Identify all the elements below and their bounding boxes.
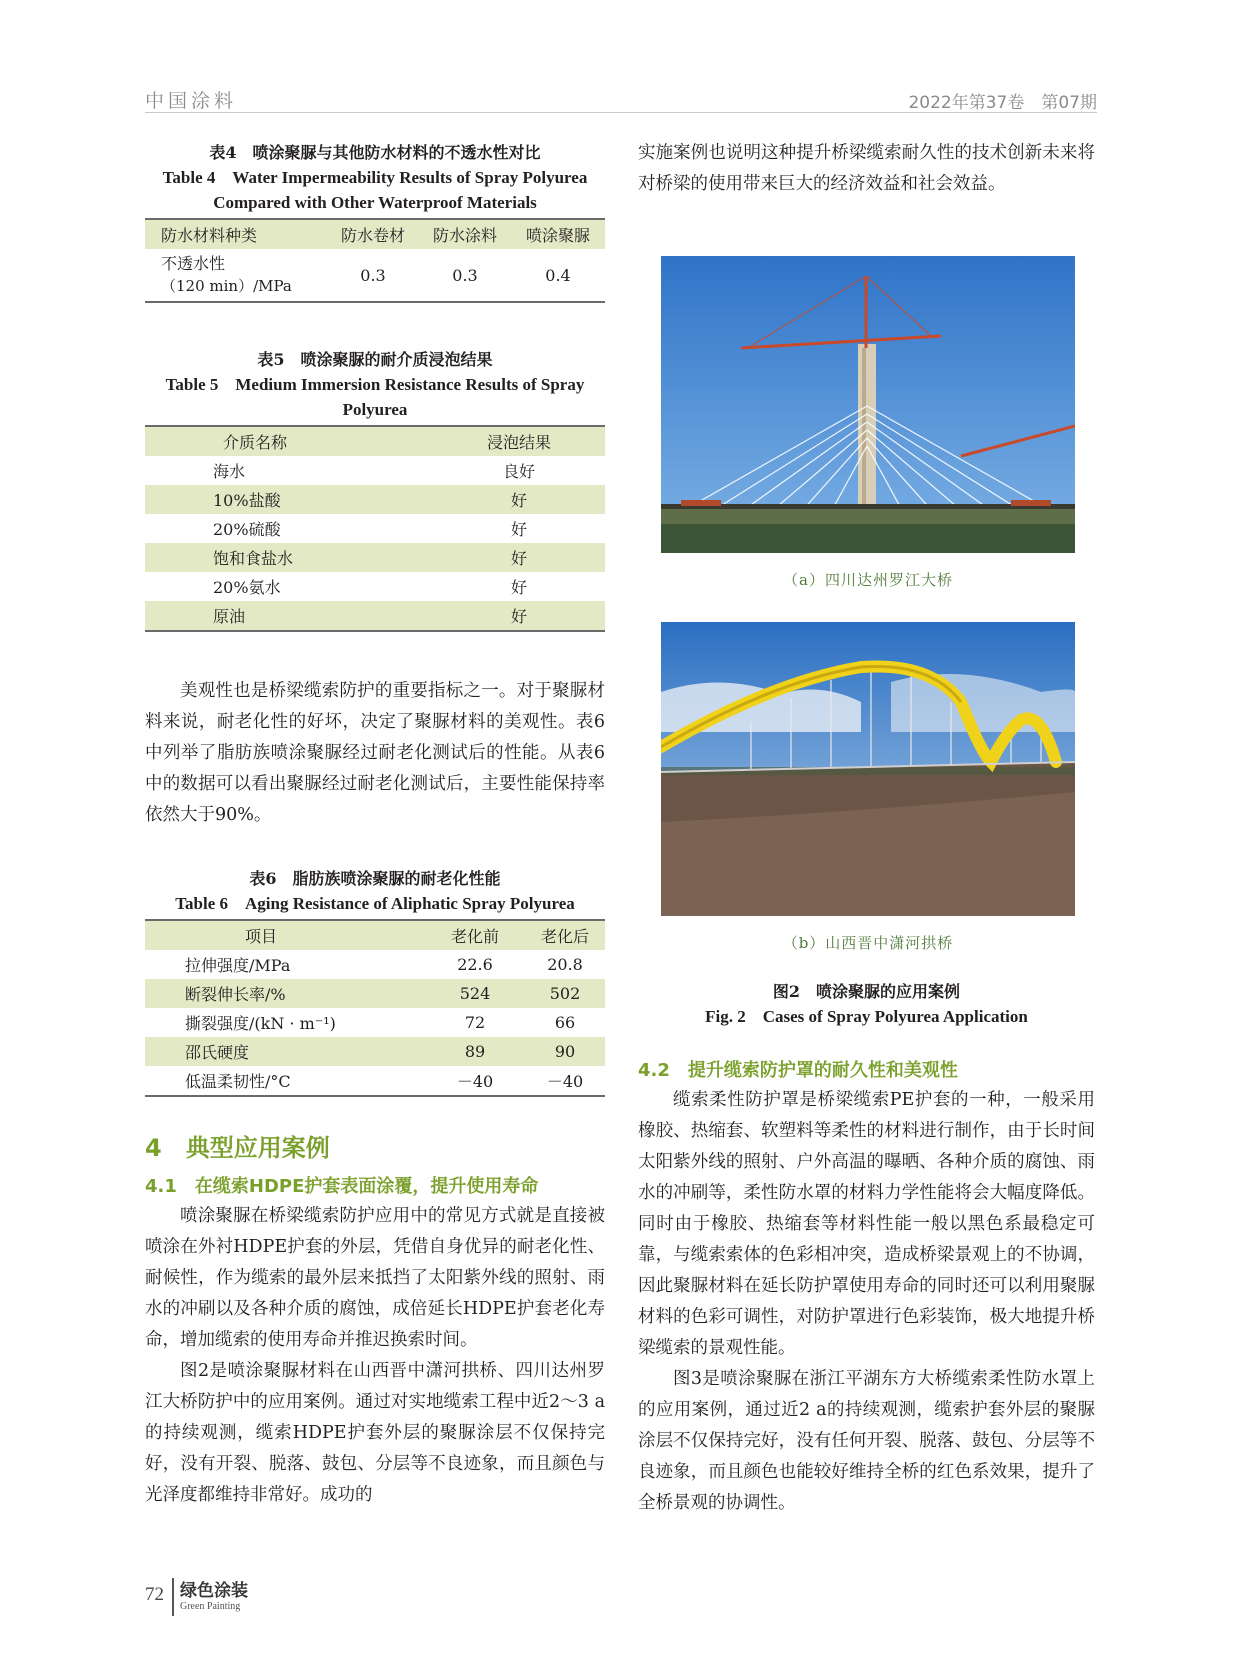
table4-title-cn: 表4 喷涂聚脲与其他防水材料的不透水性对比 bbox=[209, 143, 541, 162]
running-header bbox=[145, 86, 1097, 113]
cable-stayed-bridge-illustration bbox=[661, 256, 1075, 553]
paragraph-text: 缆索柔性防护罩是桥梁缆索PE护套的一种，一般采用橡胶、热缩套、软塑料等柔性的材料进行制作，由于长时间太阳紫外线的照射、户外高温的曝晒、各种介质的腐蚀、雨水的冲刷等，柔性防水罩的材料力学性能将会大幅度降低。同时由于橡胶、热缩套等材料性能一般以黑色系最稳定可靠，与缆索索体的色彩相冲突，造成桥梁景观上的不协调，因此聚脲材料在延长防护罩使用寿命的同时还可以利用聚脲材料的色彩可调性，对防护罩进行色彩装饰，极大地提升桥梁缆索的景观性能。 bbox=[638, 1090, 1095, 1358]
table5-title-en-1: Table 5 Medium Immersion Resistance Results of Spray bbox=[165, 375, 585, 394]
footer-brand-cn: 绿色涂装 bbox=[180, 1581, 248, 1601]
table4-row-label bbox=[145, 249, 327, 302]
table5-caption bbox=[145, 347, 605, 422]
table-cell: 好 bbox=[510, 520, 527, 539]
table-cell: 原油 bbox=[145, 601, 433, 631]
table-cell: 20.8 bbox=[547, 955, 583, 974]
table-cell: 饱和食盐水 bbox=[145, 543, 433, 572]
table6-header-cell: 项目 bbox=[145, 920, 425, 950]
table-row bbox=[145, 1037, 605, 1066]
table-row bbox=[145, 601, 605, 631]
paragraph-text: 图2是喷涂聚脲材料在山西晋中潇河拱桥、四川达州罗江大桥防护中的应用案例。通过对实地缆索工程中近2～3 a的持续观测，缆索HDPE护套外层的聚脲涂层不仅保持完好，没有开裂、脱落、鼓包、分层等不良迹象，而且颜色与光泽度都维持非常好。成功的 bbox=[145, 1361, 605, 1505]
table-cell: －40 bbox=[456, 1072, 494, 1091]
table4-title-en-1: Table 4 Water Impermeability Results of Spray Polyurea bbox=[162, 168, 588, 187]
figure-2-caption bbox=[638, 979, 1095, 1029]
section-4-2-heading: 4.2 提升缆索防护罩的耐久性和美观性 bbox=[638, 1060, 958, 1081]
table6-caption bbox=[145, 866, 605, 916]
table-cell: 20%硫酸 bbox=[213, 520, 281, 539]
figure-2-title-cn: 图2 喷涂聚脲的应用案例 bbox=[772, 982, 961, 1001]
table6-header-row bbox=[145, 920, 605, 950]
table4-row-label-1: 不透水性 bbox=[161, 254, 226, 273]
table4-header-cell: 防水材料种类 bbox=[145, 219, 327, 249]
section-4-1-body bbox=[145, 1201, 605, 1511]
table5-header-cell: 介质名称 bbox=[145, 426, 433, 456]
table-row bbox=[145, 1066, 605, 1096]
table-cell: 邵氏硬度 bbox=[145, 1037, 425, 1066]
table6-title-en: Table 6 Aging Resistance of Aliphatic Spray Polyurea bbox=[175, 894, 575, 913]
journal-name: 中国涂料 bbox=[145, 90, 238, 112]
table-cell: 72 bbox=[464, 1013, 486, 1032]
table4-header-row bbox=[145, 219, 605, 249]
table-row bbox=[145, 979, 605, 1008]
table-cell: 66 bbox=[554, 1013, 576, 1032]
paragraph-text: 喷涂聚脲在桥梁缆索防护应用中的常见方式就是直接被喷涂在外衬HDPE护套的外层，凭借自身优异的耐老化性、耐候性，作为缆索的最外层来抵挡了太阳紫外线的照射、雨水的冲刷以及各种介质的腐蚀，成倍延长HDPE护套老化寿命，增加缆索的使用寿命并推迟换索时间。 bbox=[145, 1206, 605, 1350]
table5-header-row bbox=[145, 426, 605, 456]
table6-title-cn: 表6 脂肪族喷涂聚脲的耐老化性能 bbox=[249, 869, 501, 888]
table-cell: 好 bbox=[433, 601, 605, 631]
table-cell: 拉伸强度/MPa bbox=[185, 956, 291, 975]
table4-header-cell: 喷涂聚脲 bbox=[511, 219, 605, 249]
table-cell: 0.3 bbox=[452, 265, 478, 285]
page-number: 72 bbox=[145, 1584, 164, 1605]
issue-info: 2022年第37卷 第07期 bbox=[908, 93, 1097, 113]
figure-2b-caption: （b）山西晋中潇河拱桥 bbox=[782, 934, 954, 952]
table-row bbox=[145, 950, 605, 979]
table-cell: 好 bbox=[433, 543, 605, 572]
table6-header-cell: 老化后 bbox=[525, 920, 605, 950]
footer-divider bbox=[172, 1578, 174, 1616]
table-cell: 0.4 bbox=[545, 265, 571, 285]
table4-header-cell: 防水卷材 bbox=[327, 219, 419, 249]
table-cell: 90 bbox=[525, 1037, 605, 1066]
figure-2a-photo bbox=[661, 256, 1075, 553]
table-cell: 20%氨水 bbox=[213, 578, 281, 597]
table5-title-cn: 表5 喷涂聚脲的耐介质浸泡结果 bbox=[257, 350, 493, 369]
table-cell: 好 bbox=[510, 578, 527, 597]
table-row bbox=[145, 456, 605, 485]
table-cell: 22.6 bbox=[457, 955, 493, 974]
table-row bbox=[145, 485, 605, 514]
table4-row-label-2: （120 min）/MPa bbox=[161, 277, 292, 295]
section-4-2-body bbox=[638, 1085, 1095, 1519]
paragraph-text: 图3是喷涂聚脲在浙江平湖东方大桥缆索柔性防水罩上的应用案例，通过近2 a的持续观测，缆索护套外层的聚脲涂层不仅保持完好，没有任何开裂、脱落、鼓包、分层等不良迹象，而且颜色也能较好维持全桥的红色系效果，提升了全桥景观的协调性。 bbox=[638, 1369, 1095, 1513]
table4-caption bbox=[145, 140, 605, 215]
figure-2a-caption: （a）四川达州罗江大桥 bbox=[783, 571, 953, 589]
table5-header-cell: 浸泡结果 bbox=[433, 426, 605, 456]
table-cell: 524 bbox=[425, 979, 525, 1008]
paragraph-text: 实施案例也说明这种提升桥梁缆索耐久性的技术创新未来将对桥梁的使用带来巨大的经济效益和社会效益。 bbox=[638, 143, 1095, 194]
table-cell: 10%盐酸 bbox=[145, 485, 433, 514]
table-cell: 低温柔韧性/°C bbox=[185, 1072, 291, 1091]
table6 bbox=[145, 919, 605, 1097]
paragraph-text: 美观性也是桥梁缆索防护的重要指标之一。对于聚脲材料来说，耐老化性的好坏，决定了聚脲材料的美观性。表6中列举了脂肪族喷涂聚脲经过耐老化测试后的性能。从表6中的数据可以看出聚脲经过耐老化测试后，主要性能保持率依然大于90%。 bbox=[145, 681, 605, 825]
table-row bbox=[145, 543, 605, 572]
table-row bbox=[145, 1008, 605, 1037]
table5-title-en-2: Polyurea bbox=[342, 400, 408, 419]
body-paragraph-aesthetics bbox=[145, 676, 605, 831]
table5 bbox=[145, 425, 605, 632]
arch-bridge-illustration bbox=[661, 622, 1075, 916]
table4-header-cell: 防水涂料 bbox=[419, 219, 511, 249]
table-row bbox=[145, 572, 605, 601]
section-4-1-heading: 4.1 在缆索HDPE护套表面涂覆，提升使用寿命 bbox=[145, 1176, 539, 1197]
section-4-heading: 4 典型应用案例 bbox=[145, 1134, 330, 1162]
table-cell: 502 bbox=[525, 979, 605, 1008]
table4 bbox=[145, 218, 605, 303]
table-cell: 良好 bbox=[502, 462, 535, 481]
table-cell: 撕裂强度/(kN · m⁻¹) bbox=[185, 1014, 336, 1033]
table-row bbox=[145, 249, 605, 302]
table-cell: 0.3 bbox=[360, 265, 386, 285]
table-cell: 好 bbox=[433, 485, 605, 514]
table-cell: －40 bbox=[546, 1072, 584, 1091]
table6-header-cell: 老化前 bbox=[425, 920, 525, 950]
figure-2-title-en: Fig. 2 Cases of Spray Polyurea Application bbox=[705, 1007, 1028, 1026]
table-cell: 断裂伸长率/% bbox=[145, 979, 425, 1008]
table4-title-en-2: Compared with Other Waterproof Materials bbox=[213, 193, 537, 212]
table-row bbox=[145, 514, 605, 543]
right-column-intro bbox=[638, 138, 1095, 200]
figure-2b-photo bbox=[661, 622, 1075, 916]
table-cell: 海水 bbox=[213, 462, 246, 481]
footer-brand-en: Green Painting bbox=[180, 1601, 241, 1612]
table-cell: 89 bbox=[425, 1037, 525, 1066]
